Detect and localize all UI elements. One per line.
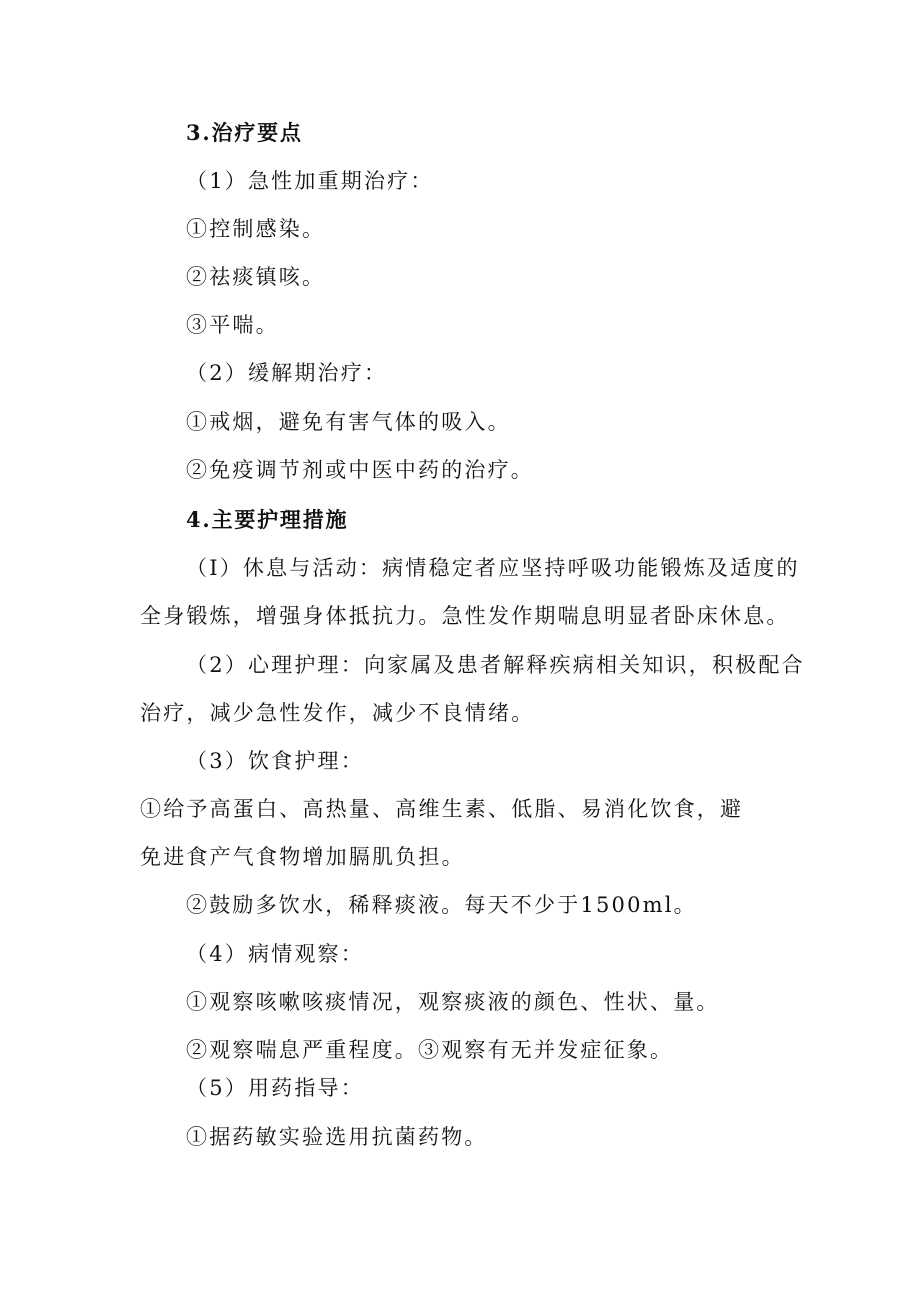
paragraph-line: ①控制感染。	[186, 217, 326, 241]
paragraph-line: ②观察喘息严重程度。③观察有无并发症征象。	[186, 1038, 674, 1062]
paragraph-line: ①观察咳嗽咳痰情况，观察痰液的颜色、性状、量。	[186, 990, 720, 1014]
paragraph-line: （3）饮食护理：	[186, 749, 364, 773]
paragraph-line: ②祛痰镇咳。	[186, 265, 326, 289]
paragraph-line: （2）心理护理：向家属及患者解释疾病相关知识，积极配合	[186, 653, 805, 677]
paragraph-line: （4）病情观察：	[186, 942, 364, 966]
section-heading-treatment: 3.治疗要点	[186, 120, 303, 145]
paragraph-line: 全身锻炼，增强身体抵抗力。急性发作期喘息明显者卧床休息。	[140, 604, 790, 628]
paragraph-line: 治疗，减少急性发作，减少不良情绪。	[140, 701, 535, 725]
paragraph-line: ①给予高蛋白、高热量、高维生素、低脂、易消化饮食，避	[140, 797, 744, 821]
section-heading-nursing: 4.主要护理措施	[186, 507, 349, 532]
paragraph-line: （1）急性加重期治疗：	[186, 169, 434, 193]
paragraph-line: （2）缓解期治疗：	[186, 361, 388, 385]
paragraph-line: ②鼓励多饮水，稀释痰液。每天不少于1500ml。	[186, 893, 697, 917]
paragraph-line: ①据药敏实验选用抗菌药物。	[186, 1125, 488, 1149]
paragraph-line: ③平喘。	[186, 313, 279, 337]
paragraph-line: ②免疫调节剂或中医中药的治疗。	[186, 458, 534, 482]
paragraph-line: ①戒烟，避免有害气体的吸入。	[186, 410, 511, 434]
paragraph-line: （5）用药指导：	[186, 1076, 364, 1100]
paragraph-line: （I）休息与活动：病情稳定者应坚持呼吸功能锻炼及适度的	[186, 556, 800, 580]
paragraph-line: 免进食产气食物增加膈肌负担。	[140, 845, 465, 869]
